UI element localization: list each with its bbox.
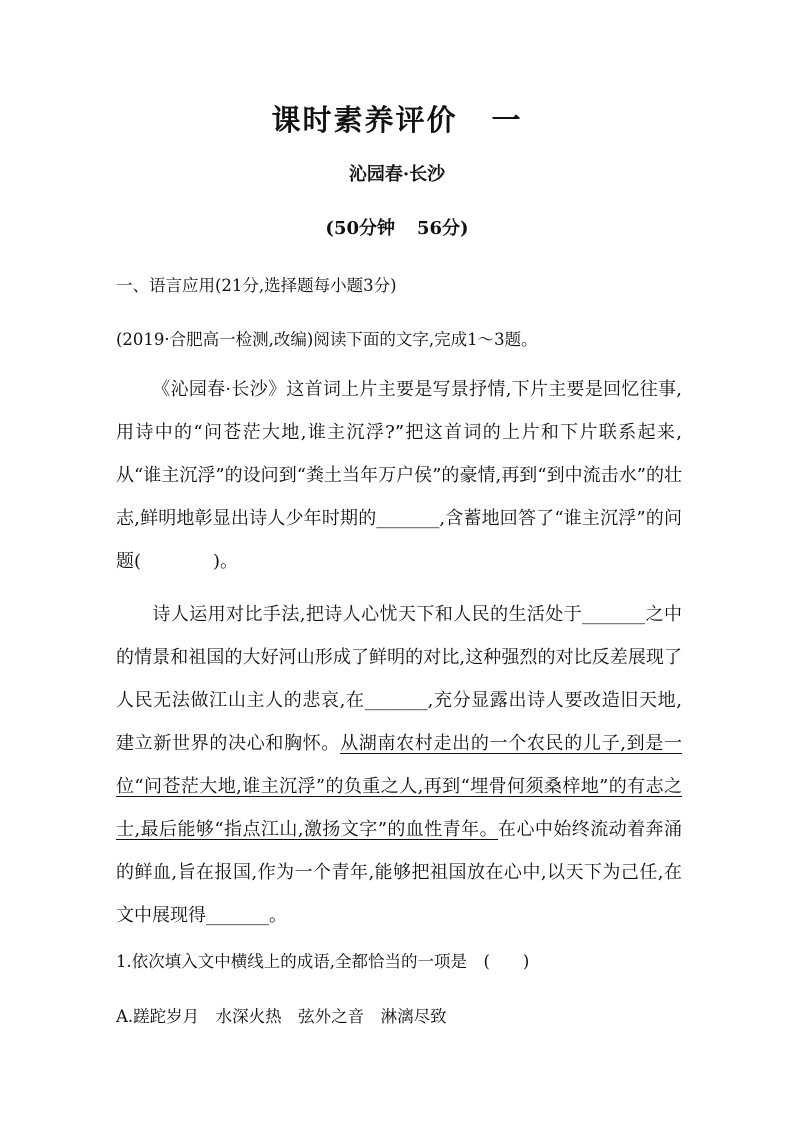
question-1-option-a: A.蹉跎岁月 水深火热 弦外之音 淋漓尽致 bbox=[116, 1007, 447, 1026]
time-score-line bbox=[0, 214, 794, 240]
title-text: 课时素养评价 bbox=[271, 103, 458, 137]
paragraph-2-text-b: 在心中始终流动着奔涌的鲜血,旨在报国,作为一个青年,能够把祖国放在心中,以天下为己任,在文中展现得_______。 bbox=[116, 819, 682, 926]
page-title bbox=[0, 98, 794, 139]
time-limit: (50分钟 bbox=[325, 218, 395, 239]
underlined-sentence: 从湖南农村走出的一个农民的儿子,到是一位“问苍茫大地,谁主沉浮”的负重之人,再到“埋骨何须桑梓地”的有志之士,最后能够“指点江山,激扬文字”的血性青年。 bbox=[116, 733, 682, 840]
poem-subtitle: 沁园春·长沙 bbox=[348, 164, 446, 185]
passage-paragraph-1 bbox=[116, 368, 682, 583]
paragraph-2-text-a: 诗人运用对比手法,把诗人心忧天下和人民的生活处于_______之中的情景和祖国的大好河山形成了鲜明的对比,这种强烈的对比反差展现了人民无法做江山主人的悲哀,在_______,充分显露出诗人要改造旧天地,建立新世界的决心和胸怀。 bbox=[116, 604, 682, 754]
total-score: 56分) bbox=[417, 218, 469, 239]
title-number: 一 bbox=[491, 103, 523, 137]
paragraph-1-text: 《沁园春·长沙》这首词上片主要是写景抒情,下片主要是回忆往事,用诗中的“问苍茫大地,谁主沉浮?”把这首词的上片和下片联系起来,从“谁主沉浮”的设问到“粪土当年万户侯”的豪情,再到“到中流击水”的壮志,鲜明地彰显出诗人少年时期的_______,含蓄地回答了“谁主沉浮”的问题( )。 bbox=[116, 379, 682, 572]
passage-paragraph-2 bbox=[116, 593, 682, 937]
section-heading: 一、语言应用(21分,选择题每小题3分) bbox=[116, 276, 397, 295]
source-note: (2019·合肥高一检测,改编)阅读下面的文字,完成1～3题。 bbox=[116, 330, 538, 349]
question-1-stem: 1.依次填入文中横线上的成语,全都恰当的一项是 ( ) bbox=[116, 952, 530, 971]
